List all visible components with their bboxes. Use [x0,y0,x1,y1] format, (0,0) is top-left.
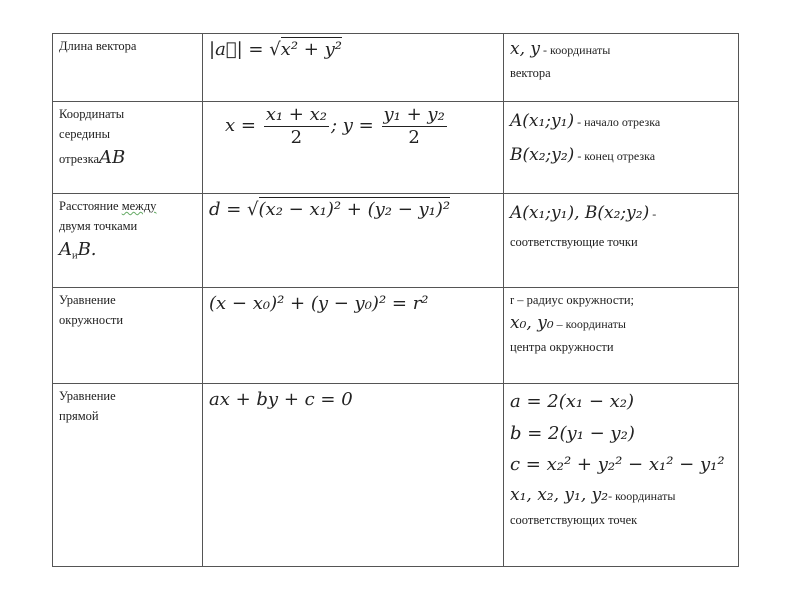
row-label [53,34,203,102]
note-text: центра окружности [510,340,614,355]
note-text: соответствующие точки [510,235,638,249]
table-row [53,102,739,194]
note-text: - начало отрезка [574,115,661,129]
row-label [53,194,203,288]
note-cell [504,384,739,567]
fraction [382,104,447,148]
formula-lhs: x = [225,115,256,137]
note-math: A(x₁;y₁), B(x₂;y₂) [510,203,650,223]
formula-cell [203,34,504,102]
note-text: - координаты [540,43,611,57]
formula-lhs: d = √ [209,199,259,220]
note-text: r – радиус окружности; [510,293,634,307]
note-math: A(x₁;y₁) [510,111,575,131]
row-label [53,384,203,567]
note-text: - конец отрезка [574,149,656,163]
label-text: Уравнение [59,389,116,403]
note-cell [504,288,739,384]
note-cell [504,194,739,288]
label-math: A [59,239,72,260]
separator: ; [330,115,338,137]
fraction [264,104,329,148]
radicand: (x₂ − x₁)² + (y₂ − y₁)² [258,199,451,220]
formula-cell [203,194,504,288]
radicand: x² + y² [280,39,342,60]
note-text: соответствующих точек [510,513,638,528]
formula-lhs: y = [342,115,374,137]
label-text: Уравнение [59,293,116,307]
note-math: B(x₂;y₂) [510,145,575,165]
label-text: и [72,250,78,262]
table-row [53,34,739,102]
label-text: Координаты [59,107,125,121]
note-text: вектора [510,66,551,81]
formula-lhs: |a⃗| = √ [209,39,281,60]
row-label [53,288,203,384]
line-equation: ax + by + c = 0 [209,389,353,410]
midpoint-formula [225,104,449,148]
note-math: x₁, x₂, y₁, y₂ [510,484,609,505]
label-text: отрезка [59,152,100,166]
label-text: двумя точками [59,219,138,233]
denominator: 2 [408,126,420,148]
row-label [53,102,203,194]
note-math: x₀, y₀ [510,313,554,333]
label-math: B. [77,239,97,260]
note-text: - [649,207,657,221]
circle-equation: (x − x₀)² + (y − y₀)² = r² [209,293,429,314]
formula-cell [203,288,504,384]
distance-formula [209,197,450,220]
label-text: окружности [59,313,124,327]
table-row [53,288,739,384]
coef-c: c = x₂² + y₂² − x₁² − y₁² [510,454,725,475]
label-text: прямой [59,409,99,423]
numerator: x₁ + x₂ [265,104,327,125]
label-text: середины [59,127,111,141]
note-cell [504,102,739,194]
note-cell [504,34,739,102]
coef-b: b = 2(y₁ − y₂) [510,422,635,444]
table-row [53,384,739,567]
numerator: y₁ + y₂ [383,104,445,125]
note-text: – координаты [553,317,626,331]
coef-a: a = 2(x₁ − x₂) [510,391,635,412]
formula-table [52,33,739,567]
note-text: - координаты [608,488,676,503]
label-text: Расстояние [59,199,122,213]
table-row [53,194,739,288]
vector-length-formula [209,37,342,60]
denominator: 2 [290,126,303,148]
note-math: x, y [510,39,540,59]
label-math: AB [99,147,126,168]
formula-cell [203,102,504,194]
label-text: Длина вектора [59,39,137,53]
formula-cell [203,384,504,567]
label-text: между [121,199,157,213]
